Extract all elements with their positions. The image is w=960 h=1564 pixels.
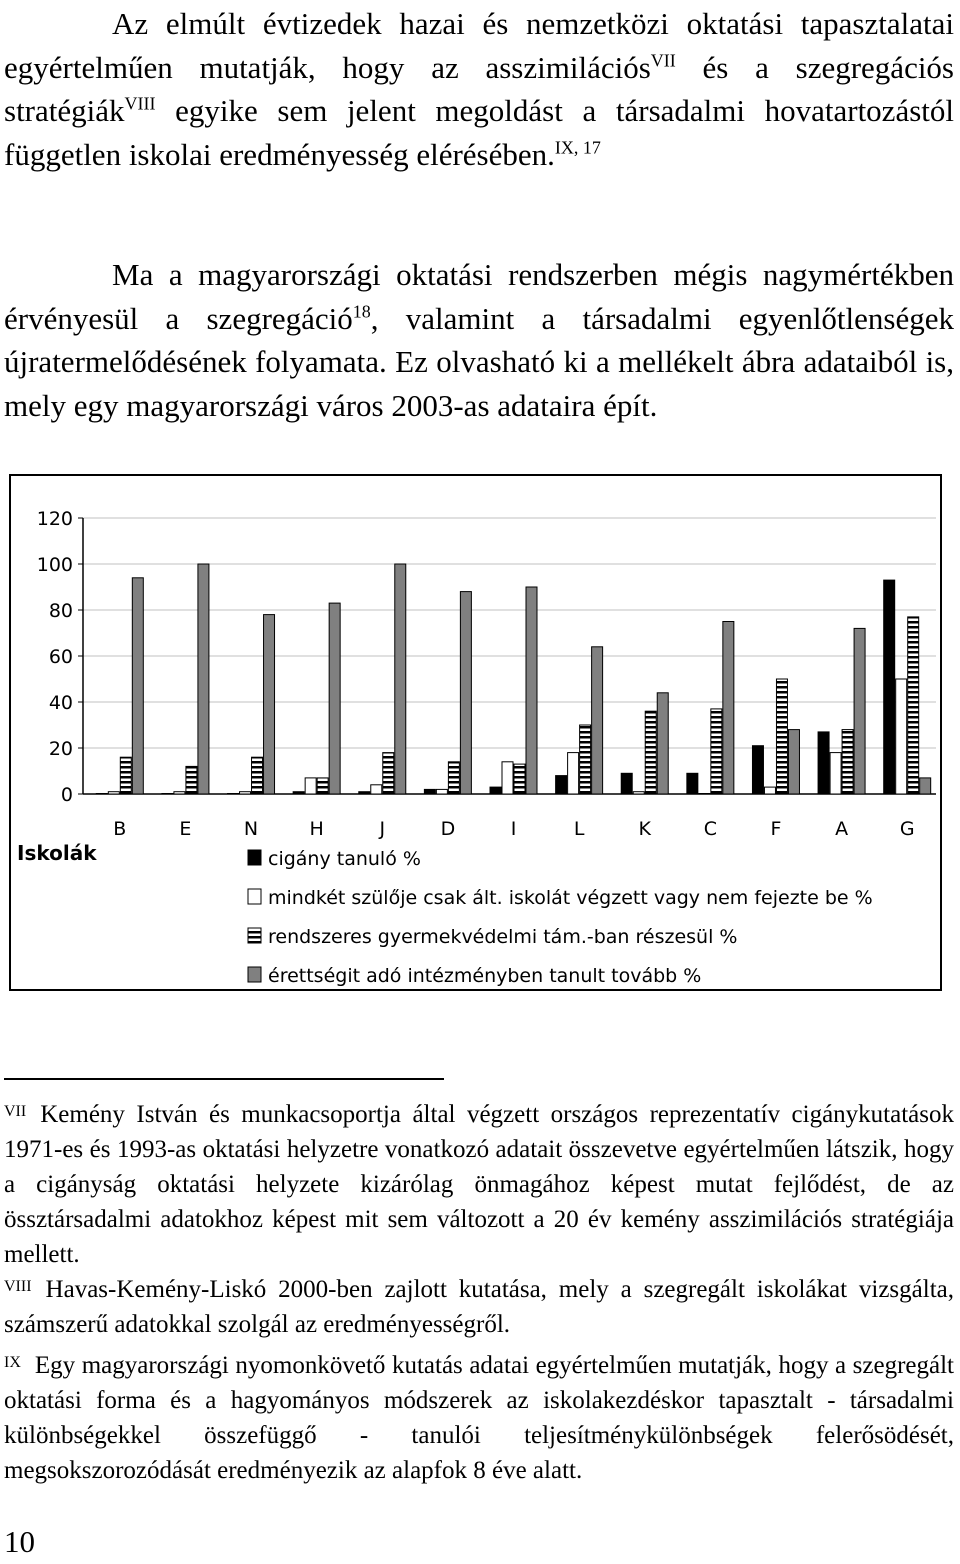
bar-I-series-2 bbox=[502, 762, 513, 794]
bars bbox=[96, 564, 930, 794]
x-tick-label: F bbox=[770, 818, 782, 840]
x-tick-label: E bbox=[179, 818, 192, 840]
legend-swatch bbox=[248, 928, 261, 943]
bar-H-series-2 bbox=[305, 778, 316, 794]
x-tick-label: D bbox=[440, 818, 456, 840]
bar-D-series-4 bbox=[460, 592, 471, 794]
footnote-ref-18[interactable]: 18 bbox=[352, 301, 371, 322]
legend-label: mindkét szülője csak ált. iskolát végzett vagy nem fejezte be % bbox=[268, 887, 873, 909]
x-tick-label: C bbox=[703, 818, 717, 840]
bar-I-series-1 bbox=[490, 787, 501, 794]
bar-F-series-4 bbox=[788, 730, 799, 794]
bar-J-series-4 bbox=[395, 564, 406, 794]
bar-L-series-2 bbox=[568, 753, 579, 794]
bar-K-series-3 bbox=[645, 711, 656, 794]
bar-H-series-4 bbox=[329, 603, 340, 794]
bar-B-series-4 bbox=[132, 578, 143, 794]
y-tick-label: 40 bbox=[48, 692, 73, 714]
bar-B-series-1 bbox=[96, 794, 107, 795]
bar-B-series-3 bbox=[120, 757, 131, 794]
bar-A-series-1 bbox=[818, 732, 829, 794]
paragraph-1-text: Az elmúlt évtizedek hazai és nemzetközi oktatási tapasztalatai egyértelműen mutatják, hogy az asszimilációs bbox=[4, 6, 954, 85]
bar-L-series-1 bbox=[556, 776, 567, 794]
bar-N-series-1 bbox=[228, 794, 239, 795]
y-tick-label: 0 bbox=[60, 784, 73, 806]
bar-E-series-1 bbox=[162, 794, 173, 795]
y-tick-label: 80 bbox=[48, 600, 73, 622]
legend-label: cigány tanuló % bbox=[268, 848, 421, 870]
bar-K-series-2 bbox=[633, 792, 644, 794]
legend-label: rendszeres gyermekvédelmi tám.-ban részesül % bbox=[268, 926, 738, 948]
x-tick-label: B bbox=[113, 818, 127, 840]
paragraph-2-text-2: , valamint a társadalmi egyenlőtlenségek újratermelődésének folyamata. Ez olvasható ki a mellékelt ábra adataiból is, mely egy magyarországi város 2003-as adataira épít. bbox=[4, 300, 954, 423]
y-tick-labels bbox=[37, 508, 73, 806]
bar-I-series-3 bbox=[514, 764, 525, 794]
bar-C-series-3 bbox=[711, 709, 722, 794]
bar-E-series-2 bbox=[174, 792, 185, 794]
footnote-ref-ix-17[interactable]: IX, 17 bbox=[554, 137, 601, 158]
y-tick-label: 60 bbox=[48, 646, 73, 668]
legend-swatch bbox=[248, 889, 261, 904]
bar-I-series-4 bbox=[526, 587, 537, 794]
bar-E-series-4 bbox=[198, 564, 209, 794]
bar-A-series-2 bbox=[830, 753, 841, 794]
bar-K-series-4 bbox=[657, 693, 668, 794]
y-tick-label: 100 bbox=[36, 554, 73, 576]
footnote-mark: IX bbox=[4, 1354, 21, 1371]
bar-J-series-2 bbox=[371, 785, 382, 794]
bar-L-series-3 bbox=[580, 725, 591, 794]
footnote-text: Egy magyarországi nyomonkövető kutatás adatai egyértelműen mutatják, hogy a szegregált oktatási forma és a hagyományos módszerek az iskolakezdéskor tapasztalt - társadalmi különbségekkel összefüggő - tanulói teljesítménykülönbségek felerősödését, megsokszorozódását eredményezik az alapfok 8 éve alatt. bbox=[4, 1352, 954, 1484]
bar-C-series-2 bbox=[699, 794, 710, 795]
bar-G-series-3 bbox=[908, 617, 919, 794]
bar-D-series-2 bbox=[436, 789, 447, 794]
x-tick-label: L bbox=[573, 818, 585, 840]
legend-swatch bbox=[248, 967, 261, 982]
footnote-viii bbox=[4, 1272, 954, 1342]
footnote-mark: VIII bbox=[4, 1278, 32, 1295]
footnote-ref-viii[interactable]: VIII bbox=[124, 93, 156, 114]
bar-K-series-1 bbox=[621, 773, 632, 794]
bar-L-series-4 bbox=[592, 647, 603, 794]
bar-N-series-4 bbox=[264, 615, 275, 794]
paragraph-1-text-3: egyike sem jelent megoldást a társadalmi hovatartozástól független iskolai eredményesség elérésében. bbox=[4, 93, 954, 172]
paragraph-1 bbox=[4, 2, 954, 176]
schools-bar-chart bbox=[9, 474, 942, 991]
footnote-ix bbox=[4, 1348, 954, 1488]
x-tick-labels bbox=[113, 818, 914, 840]
bar-C-series-1 bbox=[687, 773, 698, 794]
x-axis-label: Iskolák bbox=[17, 841, 97, 865]
legend-label: érettségit adó intézményben tanult tovább % bbox=[268, 965, 702, 987]
y-tick-label: 120 bbox=[36, 508, 73, 530]
bar-H-series-1 bbox=[293, 792, 304, 794]
bar-A-series-4 bbox=[854, 628, 865, 794]
bar-G-series-2 bbox=[896, 679, 907, 794]
bar-E-series-3 bbox=[186, 766, 197, 794]
x-tick-label: G bbox=[899, 818, 915, 840]
legend bbox=[248, 848, 873, 987]
bar-B-series-2 bbox=[108, 792, 119, 794]
bar-F-series-3 bbox=[776, 679, 787, 794]
bar-D-series-1 bbox=[424, 789, 435, 794]
bar-G-series-4 bbox=[920, 778, 931, 794]
bar-F-series-1 bbox=[752, 746, 763, 794]
bar-J-series-1 bbox=[359, 792, 370, 794]
paragraph-2 bbox=[4, 253, 954, 427]
bar-F-series-2 bbox=[764, 787, 775, 794]
page-number: 10 bbox=[4, 1524, 35, 1559]
footnote-text: Kemény István és munkacsoportja által végzett országos reprezentatív cigánykutatások 1971-es és 1993-as oktatási helyzetre vonatkozó adatait összevetve egyértelműen látszik, hogy a cigányság oktatási helyzete kizárólag önmagához képest mutat fejlődést, de az össztársadalmi adatokhoz képest mit sem változott a 20 év kemény asszimilációs stratégiája mellett. bbox=[4, 1101, 954, 1268]
x-tick-label: N bbox=[243, 818, 259, 840]
bar-H-series-3 bbox=[317, 778, 328, 794]
x-tick-label: A bbox=[835, 818, 849, 840]
bar-N-series-3 bbox=[252, 757, 263, 794]
x-tick-label: H bbox=[309, 818, 324, 840]
bar-J-series-3 bbox=[383, 753, 394, 794]
x-tick-label: I bbox=[510, 818, 517, 840]
paragraph-1-text-2: és a szegregációs stratégiák bbox=[4, 49, 955, 128]
chart-svg bbox=[11, 476, 940, 989]
legend-swatch bbox=[248, 850, 261, 865]
bar-G-series-1 bbox=[884, 580, 895, 794]
x-tick-label: K bbox=[638, 818, 651, 840]
bar-N-series-2 bbox=[240, 792, 251, 794]
bar-D-series-3 bbox=[448, 762, 459, 794]
footnote-ref-vii[interactable]: VII bbox=[650, 50, 676, 71]
bar-C-series-4 bbox=[723, 622, 734, 795]
footnote-text: Havas-Kemény-Liskó 2000-ben zajlott kutatása, mely a szegregált iskolákat vizsgálta, számszerű adatokkal szolgál az eredményességről. bbox=[4, 1276, 954, 1338]
footnote-mark: VII bbox=[4, 1103, 27, 1120]
paragraph-2-text: Ma a magyarországi oktatási rendszerben mégis nagymértékben érvényesül a szegregáció bbox=[4, 257, 954, 336]
bar-A-series-3 bbox=[842, 730, 853, 794]
footnote-vii bbox=[4, 1097, 954, 1272]
footnote-separator bbox=[4, 1078, 444, 1080]
x-tick-label: J bbox=[379, 818, 386, 840]
y-tick-label: 20 bbox=[48, 738, 73, 760]
